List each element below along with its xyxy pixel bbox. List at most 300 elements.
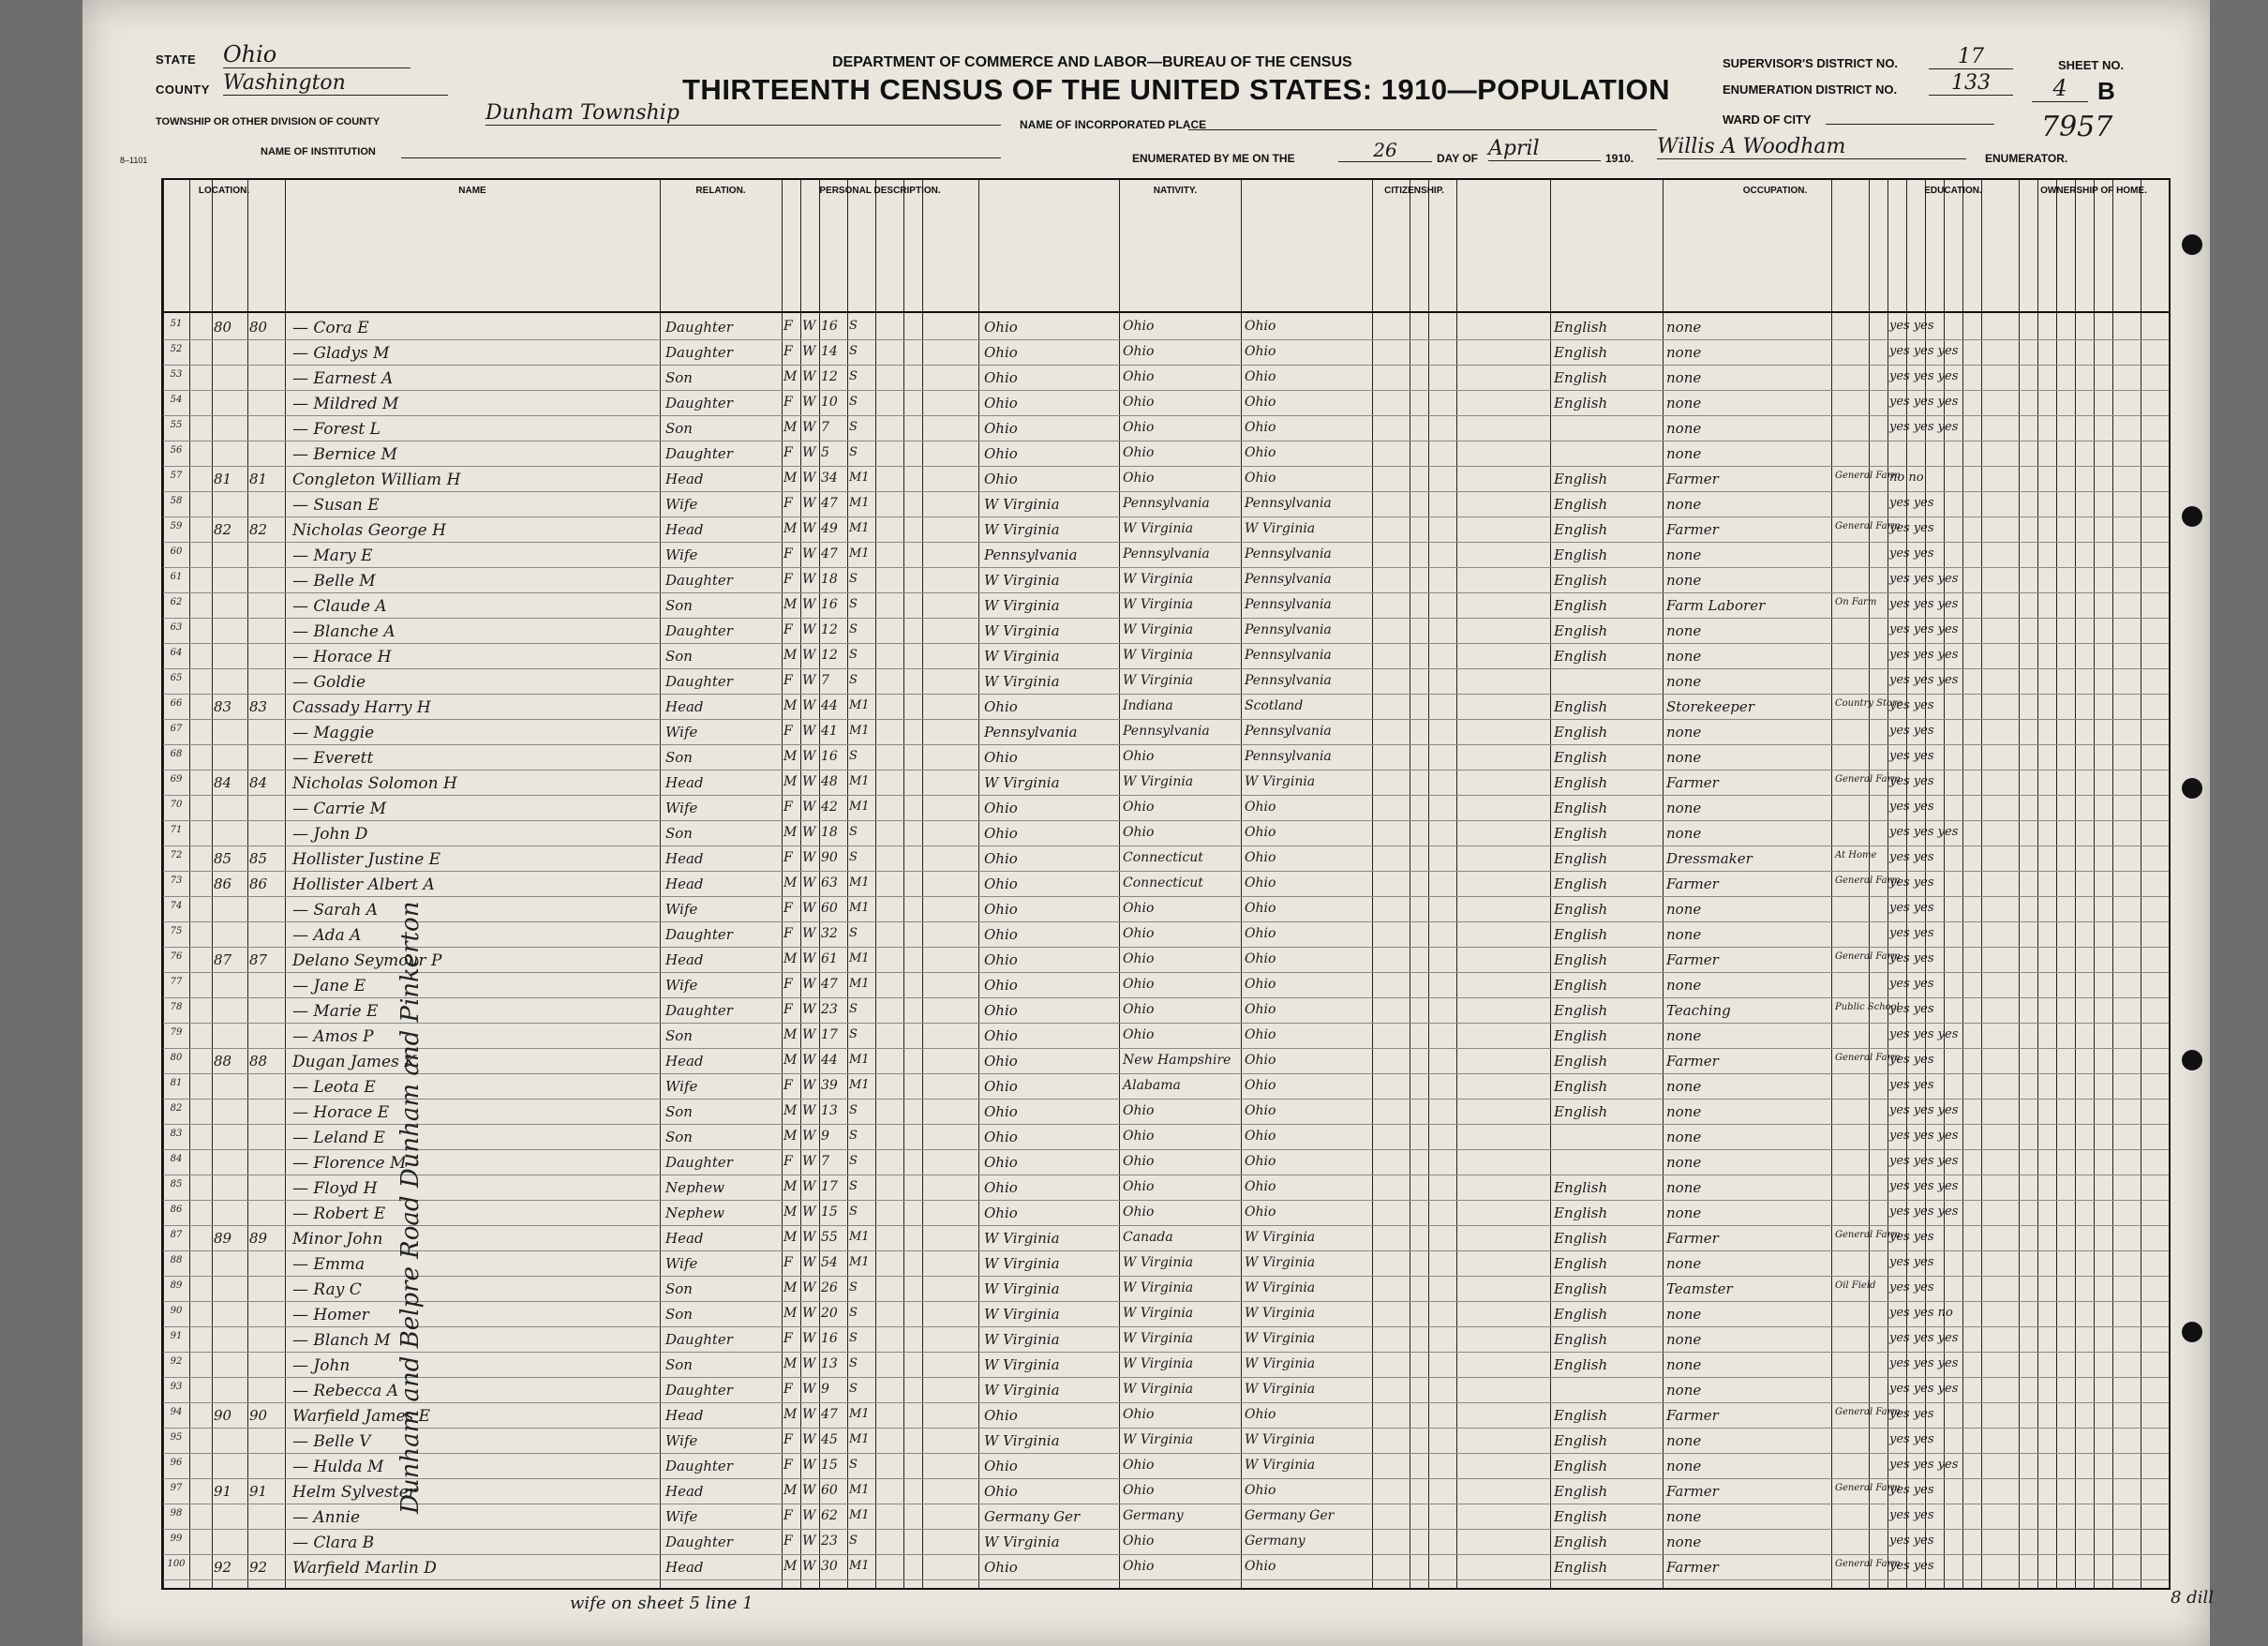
cell-line: 68 <box>170 749 183 759</box>
cell-age: 41 <box>821 724 838 739</box>
cell-line: 100 <box>167 1559 186 1569</box>
cell-edu: yes yes yes <box>1889 1179 1959 1193</box>
cell-father: W Virginia <box>1123 673 1194 688</box>
cell-language: English <box>1554 1432 1608 1449</box>
row-divider <box>163 1023 2169 1024</box>
cell-trade: none <box>1666 1205 1702 1221</box>
cell-edu: yes yes yes <box>1889 622 1959 636</box>
cell-line: 67 <box>170 724 183 734</box>
cell-name: — Horace H <box>292 648 392 666</box>
cell-relation: Son <box>665 369 693 386</box>
cell-sex: M <box>783 1053 798 1068</box>
cell-name: — Mary E <box>292 546 373 565</box>
cell-age: 45 <box>821 1432 838 1447</box>
row-divider <box>163 694 2169 695</box>
cell-trade: none <box>1666 800 1702 816</box>
cell-marital: S <box>849 1280 858 1294</box>
cell-trade: none <box>1666 1382 1702 1399</box>
cell-line: 80 <box>170 1053 183 1063</box>
cell-sex: M <box>783 1356 798 1371</box>
punch-hole <box>2182 778 2202 799</box>
cell-birth: Ohio <box>984 977 1018 994</box>
cell-trade: none <box>1666 724 1702 741</box>
cell-trade: none <box>1666 1078 1702 1095</box>
cell-sex: M <box>783 1306 798 1321</box>
cell-race: W <box>802 471 816 486</box>
row-divider <box>163 744 2169 745</box>
ward-line <box>1826 124 1994 125</box>
cell-dwelling: 91 <box>214 1483 232 1500</box>
cell-mother: Pennsylvania <box>1245 572 1332 587</box>
cell-birth: Ohio <box>984 395 1018 412</box>
cell-marital: S <box>849 1179 858 1193</box>
cell-birth: W Virginia <box>984 1534 1060 1550</box>
cell-name: Helm Sylvester <box>292 1483 416 1502</box>
group-relation: RELATION. <box>695 186 746 196</box>
cell-edu: yes yes <box>1889 1002 1934 1016</box>
cell-race: W <box>802 1432 816 1447</box>
cell-mother: Pennsylvania <box>1245 673 1332 688</box>
cell-sex: M <box>783 471 798 486</box>
cell-edu: yes yes <box>1889 1255 1934 1269</box>
cell-language: English <box>1554 1078 1608 1095</box>
group-location: LOCATION. <box>198 186 250 196</box>
cell-name: — Leota E <box>292 1078 376 1097</box>
cell-marital: S <box>849 1103 858 1117</box>
cell-edu: yes yes yes <box>1889 572 1959 586</box>
cell-trade: Farmer <box>1666 774 1719 791</box>
cell-marital: M1 <box>849 521 870 535</box>
cell-trade: none <box>1666 825 1702 842</box>
cell-family: 84 <box>249 774 268 791</box>
cell-trade: none <box>1666 1129 1702 1145</box>
footer-note: wife on sheet 5 line 1 <box>570 1594 754 1613</box>
cell-race: W <box>802 1255 816 1270</box>
cell-name: Dugan James K <box>292 1053 416 1071</box>
cell-industry: General Farm <box>1835 774 1901 785</box>
cell-trade: none <box>1666 1103 1702 1120</box>
cell-industry: At Home <box>1835 850 1877 860</box>
cell-marital: M1 <box>849 1053 870 1067</box>
cell-birth: Germany Ger <box>984 1508 1081 1525</box>
cell-race: W <box>802 1559 816 1574</box>
cell-mother: Ohio <box>1245 1103 1276 1118</box>
cell-birth: Ohio <box>984 319 1018 336</box>
cell-sex: M <box>783 951 798 966</box>
cell-birth: Ohio <box>984 698 1018 715</box>
cell-sex: F <box>783 344 793 359</box>
cell-sex: F <box>783 1154 793 1169</box>
cell-sex: M <box>783 1129 798 1144</box>
cell-age: 39 <box>821 1078 838 1093</box>
row-divider <box>163 972 2169 973</box>
cell-relation: Head <box>665 1483 704 1500</box>
cell-age: 60 <box>821 901 838 916</box>
cell-sex: M <box>783 1483 798 1498</box>
cell-age: 26 <box>821 1280 838 1295</box>
cell-sex: M <box>783 1179 798 1194</box>
cell-father: Connecticut <box>1123 850 1203 865</box>
cell-trade: Dressmaker <box>1666 850 1753 867</box>
cell-father: W Virginia <box>1123 1432 1194 1447</box>
cell-trade: none <box>1666 1154 1702 1171</box>
cell-sex: M <box>783 1280 798 1295</box>
cell-trade: none <box>1666 319 1702 336</box>
row-divider <box>163 845 2169 846</box>
cell-mother: Ohio <box>1245 1053 1276 1068</box>
cell-edu: yes yes <box>1889 521 1934 535</box>
cell-relation: Nephew <box>665 1179 724 1196</box>
cell-sex: M <box>783 749 798 764</box>
cell-trade: none <box>1666 420 1702 437</box>
cell-mother: Scotland <box>1245 698 1304 713</box>
cell-line: 83 <box>170 1129 183 1139</box>
row-divider <box>163 896 2169 897</box>
cell-mother: Ohio <box>1245 901 1276 916</box>
row-divider <box>163 1453 2169 1454</box>
row-divider <box>163 997 2169 998</box>
row-divider <box>163 1478 2169 1479</box>
cell-relation: Wife <box>665 901 698 918</box>
cell-father: Ohio <box>1123 800 1155 815</box>
cell-race: W <box>802 774 816 789</box>
cell-marital: S <box>849 420 858 434</box>
cell-age: 47 <box>821 546 838 561</box>
cell-edu: yes yes yes <box>1889 1356 1959 1370</box>
cell-family: 81 <box>249 471 268 487</box>
cell-language: English <box>1554 1331 1608 1348</box>
cell-edu: yes yes <box>1889 1407 1934 1421</box>
cell-marital: S <box>849 597 858 611</box>
cell-sex: M <box>783 825 798 840</box>
cell-father: Ohio <box>1123 420 1155 435</box>
cell-marital: S <box>849 926 858 940</box>
cell-relation: Son <box>665 1027 693 1044</box>
supervisor-value: 17 <box>1929 45 2013 69</box>
cell-line: 72 <box>170 850 183 860</box>
cell-relation: Son <box>665 1103 693 1120</box>
cell-sex: F <box>783 445 793 460</box>
cell-line: 54 <box>170 395 183 405</box>
cell-mother: Ohio <box>1245 1002 1276 1017</box>
row-divider <box>163 592 2169 593</box>
cell-edu: yes yes <box>1889 1078 1934 1092</box>
row-divider <box>163 1579 2169 1580</box>
cell-age: 12 <box>821 369 838 384</box>
cell-father: Ohio <box>1123 395 1155 410</box>
cell-sex: M <box>783 420 798 435</box>
cell-age: 18 <box>821 572 838 587</box>
cell-birth: Ohio <box>984 901 1018 918</box>
cell-age: 15 <box>821 1205 838 1220</box>
cell-language: English <box>1554 546 1608 563</box>
cell-mother: Ohio <box>1245 850 1276 865</box>
cell-sex: F <box>783 1508 793 1523</box>
cell-mother: Ohio <box>1245 875 1276 890</box>
cell-name: — Rebecca A <box>292 1382 399 1400</box>
cell-race: W <box>802 344 816 359</box>
cell-birth: W Virginia <box>984 1280 1060 1297</box>
cell-father: Ohio <box>1123 1559 1155 1574</box>
cell-language: English <box>1554 1508 1608 1525</box>
cell-language: English <box>1554 1534 1608 1550</box>
cell-industry: General Farm <box>1835 951 1901 962</box>
cell-name: — Marie E <box>292 1002 379 1021</box>
cell-relation: Head <box>665 1407 704 1424</box>
cell-mother: Pennsylvania <box>1245 749 1332 764</box>
row-divider <box>163 1149 2169 1150</box>
group-education: EDUCATION. <box>1924 186 1982 196</box>
cell-mother: Ohio <box>1245 1179 1276 1194</box>
cell-father: Ohio <box>1123 1179 1155 1194</box>
cell-marital: M1 <box>849 1483 870 1497</box>
cell-edu: yes yes <box>1889 546 1934 561</box>
cell-line: 66 <box>170 698 183 709</box>
cell-relation: Head <box>665 698 704 715</box>
cell-relation: Wife <box>665 546 698 563</box>
row-divider <box>163 542 2169 543</box>
cell-sex: F <box>783 1458 793 1473</box>
cell-line: 97 <box>170 1483 183 1493</box>
cell-trade: none <box>1666 749 1702 766</box>
cell-line: 64 <box>170 648 183 658</box>
cell-line: 88 <box>170 1255 183 1265</box>
cell-marital: S <box>849 1458 858 1472</box>
cell-trade: none <box>1666 1306 1702 1323</box>
cell-sex: F <box>783 1382 793 1397</box>
row-divider <box>163 365 2169 366</box>
cell-marital: S <box>849 622 858 636</box>
cell-trade: none <box>1666 1458 1702 1474</box>
cell-trade: Farmer <box>1666 875 1719 892</box>
cell-trade: Farmer <box>1666 1483 1719 1500</box>
enumeration-label: ENUMERATION DISTRICT NO. <box>1723 82 1898 97</box>
cell-edu: yes yes <box>1889 1508 1934 1522</box>
cell-language: English <box>1554 1103 1608 1120</box>
cell-age: 63 <box>821 875 838 890</box>
cell-father: Pennsylvania <box>1123 546 1210 561</box>
cell-birth: Ohio <box>984 951 1018 968</box>
cell-age: 5 <box>821 445 829 460</box>
cell-age: 16 <box>821 319 838 334</box>
cell-relation: Son <box>665 1129 693 1145</box>
row-divider <box>163 516 2169 517</box>
cell-father: Ohio <box>1123 319 1155 334</box>
cell-name: Nicholas George H <box>292 521 446 540</box>
county-label: COUNTY <box>156 82 210 97</box>
cell-father: Canada <box>1123 1230 1173 1245</box>
cell-birth: Ohio <box>984 1027 1018 1044</box>
cell-birth: Pennsylvania <box>984 546 1078 563</box>
cell-birth: W Virginia <box>984 774 1060 791</box>
month-value: April <box>1488 137 1601 161</box>
cell-edu: yes yes <box>1889 774 1934 788</box>
cell-race: W <box>802 951 816 966</box>
cell-mother: Ohio <box>1245 420 1276 435</box>
cell-language: English <box>1554 1458 1608 1474</box>
cell-mother: W Virginia <box>1245 1306 1316 1321</box>
cell-race: W <box>802 395 816 410</box>
cell-father: Ohio <box>1123 1154 1155 1169</box>
cell-edu: yes yes yes <box>1889 344 1959 358</box>
cell-birth: W Virginia <box>984 622 1060 639</box>
sheet-label: SHEET NO. <box>2058 58 2125 72</box>
cell-line: 56 <box>170 445 183 456</box>
cell-trade: none <box>1666 622 1702 639</box>
cell-relation: Wife <box>665 1432 698 1449</box>
cell-age: 61 <box>821 951 838 966</box>
cell-trade: none <box>1666 1331 1702 1348</box>
cell-line: 70 <box>170 800 183 810</box>
cell-line: 91 <box>170 1331 183 1341</box>
census-sheet <box>82 0 2214 1646</box>
cell-trade: none <box>1666 1534 1702 1550</box>
cell-industry: General Farm <box>1835 521 1901 531</box>
cell-sex: M <box>783 521 798 536</box>
cell-father: Pennsylvania <box>1123 724 1210 739</box>
cell-name: Hollister Justine E <box>292 850 441 869</box>
cell-sex: F <box>783 546 793 561</box>
cell-race: W <box>802 1103 816 1118</box>
cell-name: — Amos P <box>292 1027 374 1046</box>
cell-language: English <box>1554 698 1608 715</box>
cell-father: Ohio <box>1123 1534 1155 1549</box>
cell-race: W <box>802 622 816 637</box>
cell-sex: M <box>783 1103 798 1118</box>
cell-dwelling: 82 <box>214 521 232 538</box>
cell-name: — Susan E <box>292 496 380 515</box>
cell-sex: F <box>783 496 793 511</box>
cell-father: Ohio <box>1123 1002 1155 1017</box>
cell-industry: Oil Field <box>1835 1280 1876 1291</box>
cell-language: English <box>1554 1306 1608 1323</box>
cell-marital: M1 <box>849 471 870 485</box>
cell-line: 95 <box>170 1432 183 1443</box>
cell-dwelling: 80 <box>214 319 232 336</box>
cell-relation: Daughter <box>665 1534 733 1550</box>
cell-age: 17 <box>821 1027 838 1042</box>
form-code: 8–1101 <box>120 156 148 165</box>
cell-marital: S <box>849 1205 858 1219</box>
cell-trade: none <box>1666 496 1702 513</box>
cell-language: English <box>1554 850 1608 867</box>
cell-birth: W Virginia <box>984 597 1060 614</box>
cell-mother: Ohio <box>1245 471 1276 486</box>
cell-language: English <box>1554 825 1608 842</box>
cell-age: 9 <box>821 1129 829 1144</box>
cell-line: 90 <box>170 1306 183 1316</box>
cell-race: W <box>802 901 816 916</box>
cell-line: 99 <box>170 1534 183 1544</box>
cell-sex: M <box>783 369 798 384</box>
cell-edu: yes yes <box>1889 496 1934 510</box>
cell-mother: Germany <box>1245 1534 1306 1549</box>
cell-birth: Ohio <box>984 471 1018 487</box>
group-occupation: OCCUPATION. <box>1742 186 1808 196</box>
cell-line: 52 <box>170 344 183 354</box>
cell-edu: yes yes yes <box>1889 825 1959 839</box>
cell-mother: Ohio <box>1245 1154 1276 1169</box>
cell-line: 94 <box>170 1407 183 1417</box>
cell-family: 92 <box>249 1559 268 1576</box>
cell-relation: Head <box>665 951 704 968</box>
cell-line: 76 <box>170 951 183 962</box>
cell-line: 57 <box>170 471 183 481</box>
cell-industry: General Farm <box>1835 875 1901 886</box>
cell-line: 93 <box>170 1382 183 1392</box>
cell-sex: M <box>783 597 798 612</box>
cell-trade: none <box>1666 369 1702 386</box>
cell-name: Delano Seymour P <box>292 951 442 970</box>
cell-relation: Wife <box>665 977 698 994</box>
township-label: TOWNSHIP OR OTHER DIVISION OF COUNTY <box>156 116 380 127</box>
cell-age: 10 <box>821 395 838 410</box>
cell-sex: F <box>783 1331 793 1346</box>
cell-father: W Virginia <box>1123 1306 1194 1321</box>
row-divider <box>163 1326 2169 1327</box>
cell-name: — Belle V <box>292 1432 371 1451</box>
row-divider <box>163 795 2169 796</box>
cell-name: — Horace E <box>292 1103 390 1122</box>
cell-marital: S <box>849 1331 858 1345</box>
row-divider <box>163 719 2169 720</box>
cell-father: W Virginia <box>1123 774 1194 789</box>
cell-father: Ohio <box>1123 901 1155 916</box>
institution-line <box>401 157 1001 158</box>
cell-relation: Daughter <box>665 1382 733 1399</box>
cell-edu: yes yes yes <box>1889 648 1959 662</box>
cell-name: — Cora E <box>292 319 369 337</box>
cell-age: 12 <box>821 648 838 663</box>
cell-line: 98 <box>170 1508 183 1519</box>
cell-relation: Daughter <box>665 344 733 361</box>
cell-age: 16 <box>821 749 838 764</box>
cell-birth: Pennsylvania <box>984 724 1078 741</box>
cell-relation: Son <box>665 597 693 614</box>
cell-dwelling: 89 <box>214 1230 232 1247</box>
cell-name: Warfield Marlin D <box>292 1559 437 1578</box>
supervisor-label: SUPERVISOR'S DISTRICT NO. <box>1723 56 1899 70</box>
cell-name: — Floyd H <box>292 1179 378 1198</box>
cell-industry: General Farm <box>1835 1483 1901 1493</box>
cell-age: 42 <box>821 800 838 815</box>
cell-marital: M1 <box>849 800 870 814</box>
cell-name: — Goldie <box>292 673 366 692</box>
column-divider <box>2169 180 2170 1588</box>
cell-relation: Daughter <box>665 445 733 462</box>
cell-birth: Ohio <box>984 1458 1018 1474</box>
cell-mother: W Virginia <box>1245 1255 1316 1270</box>
stamp-number: 7957 <box>2041 111 2113 143</box>
row-divider <box>163 668 2169 669</box>
cell-language: English <box>1554 597 1608 614</box>
row-divider <box>163 390 2169 391</box>
cell-marital: S <box>849 1382 858 1396</box>
cell-mother: Ohio <box>1245 344 1276 359</box>
cell-industry: General Farm <box>1835 471 1901 481</box>
cell-relation: Son <box>665 420 693 437</box>
cell-marital: S <box>849 1534 858 1548</box>
cell-name: — Leland E <box>292 1129 385 1147</box>
cell-age: 47 <box>821 496 838 511</box>
row-divider <box>163 1250 2169 1251</box>
cell-line: 86 <box>170 1205 183 1215</box>
cell-race: W <box>802 673 816 688</box>
cell-marital: S <box>849 395 858 409</box>
cell-father: W Virginia <box>1123 1255 1194 1270</box>
cell-relation: Son <box>665 1356 693 1373</box>
cell-birth: Ohio <box>984 1002 1018 1019</box>
